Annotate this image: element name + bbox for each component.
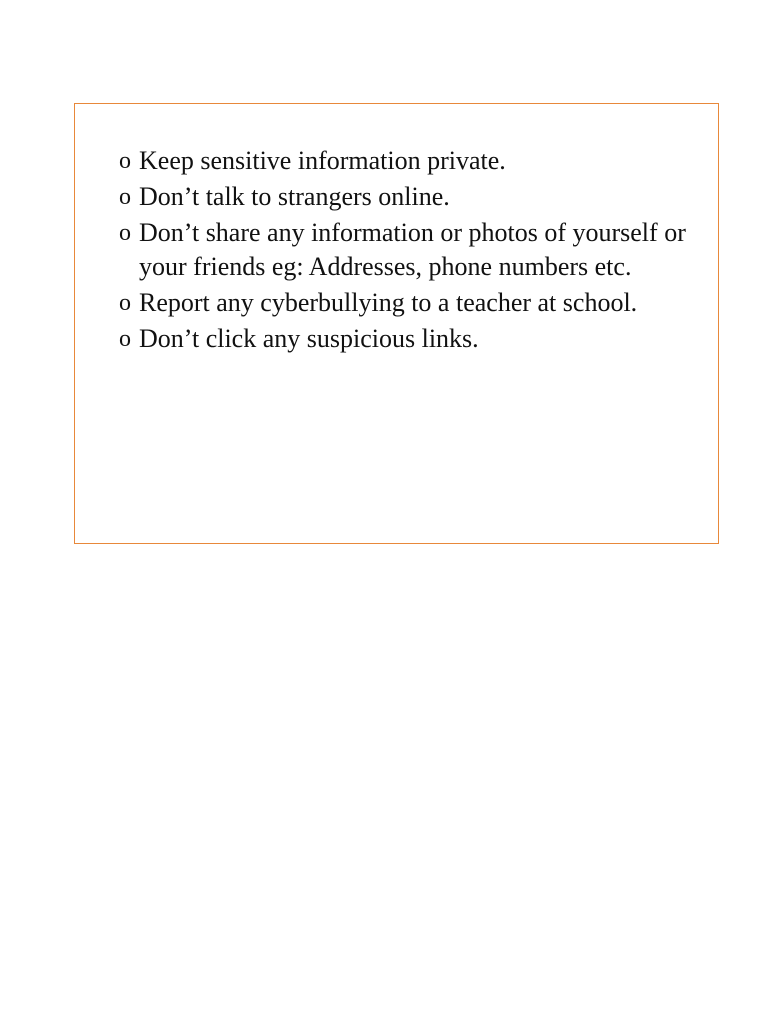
bullet-icon: o [119,148,131,174]
tip-text: Don’t share any information or photos of yourself or your friends eg: Addresses, phone numbers etc. [139,218,686,281]
tip-text: Keep sensitive information private. [139,146,506,175]
list-item [119,180,689,214]
list-item [119,144,689,178]
tip-text: Report any cyberbullying to a teacher at school. [139,288,638,317]
bullet-icon: o [119,326,131,352]
tip-text: Don’t talk to strangers online. [139,182,450,211]
safety-tips-list [119,144,689,358]
tip-text: Don’t click any suspicious links. [139,324,479,353]
list-item [119,322,689,356]
bullet-icon: o [119,220,131,246]
bullet-icon: o [119,290,131,316]
safety-tips-box [74,103,719,544]
list-item [119,216,689,284]
list-item [119,286,689,320]
bullet-icon: o [119,184,131,210]
